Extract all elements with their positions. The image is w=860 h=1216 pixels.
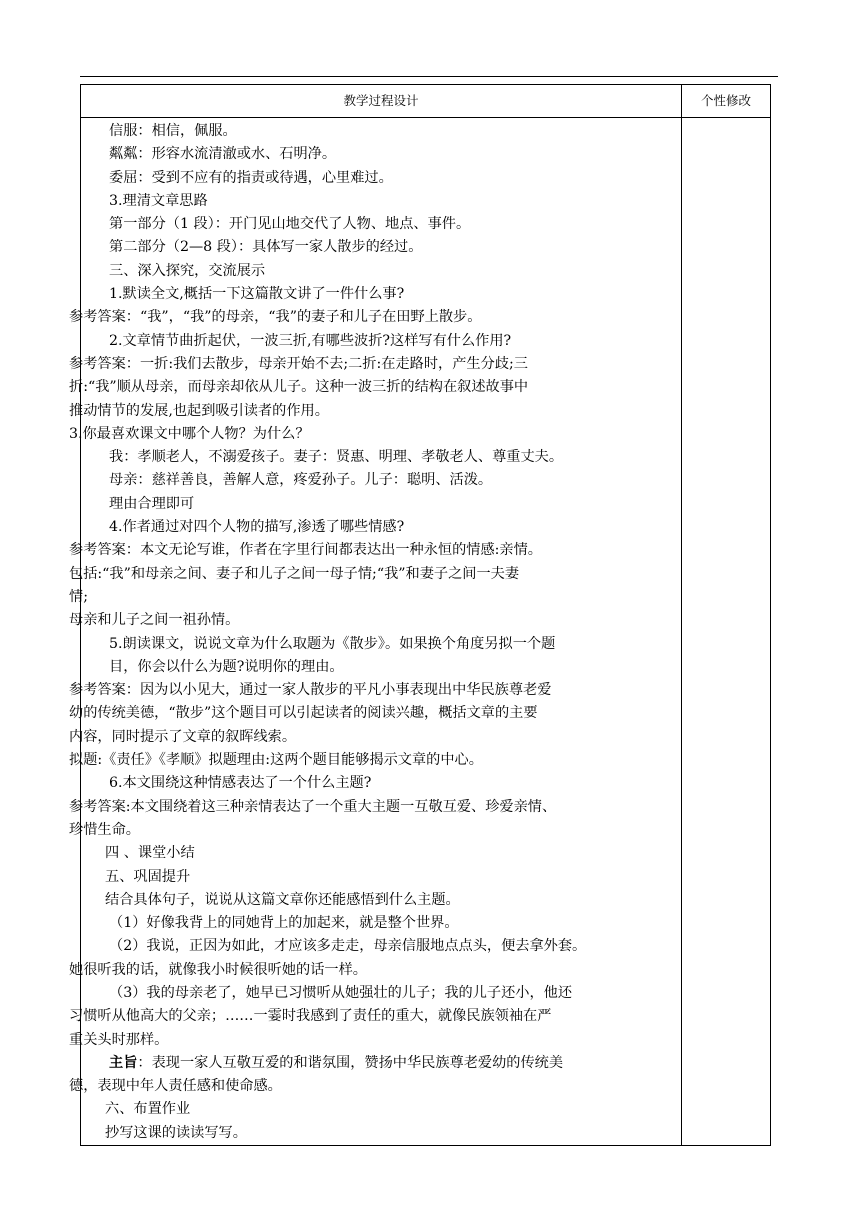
text-line: 1.默读全文,概括一下这篇散文讲了一件什么事? [109, 286, 405, 303]
text-line: 我：孝顺老人，不溺爱孩子。妻子：贤惠、明理、孝敬老人、尊重丈夫。 [109, 449, 564, 466]
text-line: 参考答案：本文无论写谁，作者在字里行间都表达出一种永恒的情感:亲情。 [69, 542, 542, 559]
text-line: 3.理清文章思路 [109, 192, 208, 209]
text-line: 包括:“我”和母亲之间、妻子和儿子之间一母子情;“我”和妻子之间一夫妻 [69, 565, 520, 582]
header-personal-revision: 个性修改 [682, 85, 771, 118]
text-line: 2.文章情节曲折起伏，一波三折,有哪些波折?这样写有什么作用? [109, 332, 512, 349]
text-line: 折:“我”顺从母亲，而母亲却依从儿子。这种一波三折的结构在叙述故事中 [69, 379, 529, 396]
text-line: 她很听我的话，就像我小时候很听她的话一样。 [69, 961, 367, 978]
header-rule [80, 76, 778, 77]
text-line: 四 、课堂小结 [105, 845, 195, 862]
revision-cell [682, 118, 771, 1146]
text-line: 6.本文围绕这种情感表达了一个什么主题? [109, 775, 372, 792]
text-line: 参考答案：“我”，“我”的母亲，“我”的妻子和儿子在田野上散步。 [69, 309, 482, 326]
text-line: 目，你会以什么为题?说明你的理由。 [109, 658, 344, 675]
text-line: 重关头时那样。 [69, 1031, 169, 1048]
text-line: 幼的传统美德，“散步”这个题目可以引起读者的阅读兴趣，概括文章的主要 [69, 705, 538, 722]
text-line: 推动情节的发展,也起到吸引读者的作用。 [69, 402, 329, 419]
text-line: 5.朗读课文，说说文章为什么取题为《散步》。如果换个角度另拟一个题 [109, 635, 556, 652]
text-line: 五、巩固提升 [105, 868, 191, 885]
text-line: 参考答案:本文围绕着这三种亲情表达了一个重大主题一互敬互爱、珍爱亲情、 [69, 798, 557, 815]
text-line: 德，表现中年人责任感和使命感。 [69, 1078, 282, 1095]
lesson-text [69, 118, 677, 1145]
table-body-row [81, 118, 771, 1146]
text-line: 三、深入探究，交流展示 [109, 262, 266, 279]
text-line: 4.作者通过对四个人物的描写,渗透了哪些情感? [109, 519, 405, 536]
text-line: （2）我说，正因为如此，才应该多走走，母亲信服地点点头，便去拿外套。 [109, 938, 587, 955]
text-line: 母亲和儿子之间一祖孙情。 [69, 612, 240, 629]
text-line: 粼粼：形容水流清澈或水、石明净。 [109, 146, 337, 163]
text-line: 六、布置作业 [105, 1101, 191, 1118]
lesson-table [69, 84, 771, 1146]
text-line: 珍惜生命。 [69, 821, 140, 838]
text-line: （1）好像我背上的同她背上的加起来，就是整个世界。 [109, 915, 459, 932]
text-line: 3.你最喜欢课文中哪个人物？为什么？ [69, 425, 310, 442]
text-line: 委屈：受到不应有的指责或待遇，心里难过。 [109, 169, 393, 186]
theme-label: 主旨 [109, 1054, 138, 1071]
text-line: 习惯听从他高大的父亲；……一霎时我感到了责任的重大，就像民族领袖在严 [69, 1008, 552, 1025]
text-line: 第一部分（1 段）：开门见山地交代了人物、地点、事件。 [109, 216, 471, 233]
text-line: 母亲：慈祥善良，善解人意，疼爱孙子。儿子：聪明、活泼。 [109, 472, 493, 489]
text-line: 结合具体句子，说说从这篇文章你还能感悟到什么主题。 [105, 891, 460, 908]
text-line: 信服：相信，佩服。 [109, 123, 237, 139]
table-header-row [81, 85, 771, 118]
text-line: 情; [69, 588, 88, 605]
theme-text: ：表现一家人互敬互爱的和谐氛围，赞扬中华民族尊老爱幼的传统美 [137, 1054, 564, 1071]
text-line: 拟题:《责任》《孝顺》拟题理由:这两个题目能够揭示文章的中心。 [69, 752, 483, 769]
text-line: 第二部分（2—8 段）：具体写一家人散步的经过。 [109, 239, 423, 256]
text-line: 参考答案：一折:我们去散步，母亲开始不去;二折:在走路时，产生分歧;三 [69, 355, 528, 372]
text-line: 抄写这课的读读写写。 [105, 1124, 247, 1141]
text-line: （3）我的母亲老了，她早已习惯听从她强壮的儿子；我的儿子还小，他还 [109, 984, 573, 1001]
header-teaching-process: 教学过程设计 [81, 85, 682, 118]
teaching-content-cell [69, 118, 682, 1146]
text-line: 理由合理即可 [109, 495, 195, 512]
text-line [69, 1052, 677, 1075]
text-line: 参考答案：因为以小见大，通过一家人散步的平凡小事表现出中华民族尊老爱 [69, 682, 552, 699]
text-line: 内容，同时提示了文章的叙晖线索。 [69, 728, 297, 745]
